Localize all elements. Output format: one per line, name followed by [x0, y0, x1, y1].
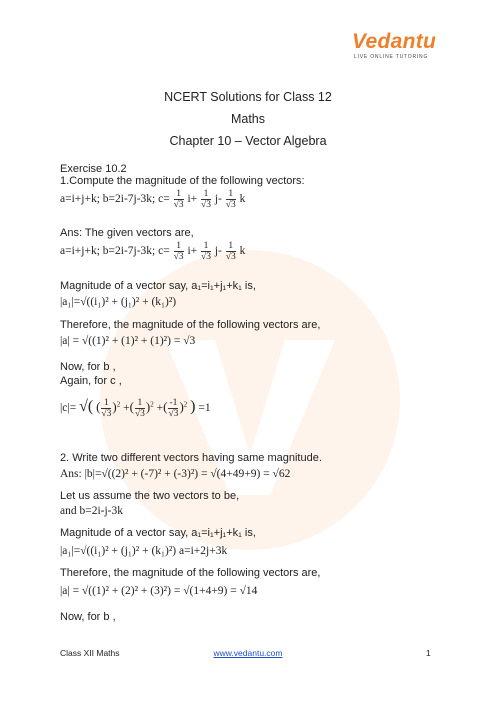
vector-b-def: and b=2i-j-3k	[60, 505, 124, 517]
footer-website-link[interactable]: www.vedantu.com	[213, 648, 283, 658]
fraction: $\frac{1}{√3}$	[201, 189, 211, 210]
fraction: $\frac{1}{√3}$	[201, 241, 211, 262]
page-number: 1	[426, 648, 431, 658]
assume-line: Let us assume the two vectors to be,	[60, 490, 240, 502]
now-for-b: Now, for b ,	[60, 361, 116, 373]
page-title: NCERT Solutions for Class 12	[164, 90, 332, 104]
fraction: $\frac{1}{√3}$	[225, 189, 236, 210]
vedantu-logo	[352, 30, 438, 64]
magnitude-a-2: |a| = √((1)² + (2)² + (3)²) = √(1+4+9) = √14	[60, 585, 258, 597]
vectors-given: a=i+j+k; b=2i-7j-3k; c= $\frac{1}{√3}$ i+ $\frac{1}{√3}$ j- $\frac{1}{√3}$ k	[60, 189, 246, 210]
magnitude-definition: Magnitude of a vector say, a₁=i₁+j₁+k₁ is,	[60, 280, 256, 292]
therefore-line: Therefore, the magnitude of the following vectors are,	[60, 319, 321, 331]
magnitude-a: |a| = √((1)² + (1)² + (1)²) = √3	[60, 335, 196, 347]
chapter-title: Chapter 10 – Vector Algebra	[169, 134, 327, 148]
magnitude-formula: |a₁|=√((i₁)² + (j₁)² + (k₁)²)	[60, 296, 177, 308]
therefore-line-2: Therefore, the magnitude of the following vectors are,	[60, 567, 321, 579]
question-2: 2. Write two different vectors having same magnitude.	[60, 452, 322, 464]
fraction: $\frac{1}{√3}$	[225, 241, 236, 262]
subject-title: Maths	[230, 112, 266, 126]
fraction: $\frac{1}{√3}$	[173, 241, 184, 262]
footer-class: Class XII Maths	[60, 648, 120, 658]
magnitude-c: |c|= √( ( $\frac{1}{√3}$ )$^2$ +( $\frac{1}{√3}$ )$^2$ +( $\frac{-1}{√3}$ )$^2$ ) =1	[60, 398, 211, 419]
vector-expr: a=i+j+k; b=2i-7j-3k; c=	[60, 193, 170, 206]
magnitude-definition-2: Magnitude of a vector say, a₁=i₁+j₁+k₁ is,	[60, 527, 256, 539]
fraction: $\frac{1}{√3}$	[173, 189, 184, 210]
fraction: $\frac{1}{√3}$	[101, 398, 112, 419]
exercise-heading: Exercise 10.2	[60, 163, 127, 175]
again-for-c: Again, for c ,	[60, 375, 122, 387]
now-for-b-2: Now, for b ,	[60, 611, 116, 623]
vectors-answer: a=i+j+k; b=2i-7j-3k; c= $\frac{1}{√3}$ i+ $\frac{1}{√3}$ j- $\frac{1}{√3}$ k	[60, 241, 246, 262]
logo-wordmark: Vedantu	[352, 30, 437, 53]
answer-intro: Ans: The given vectors are,	[60, 227, 194, 239]
fraction: $\frac{-1}{√3}$	[168, 398, 179, 419]
magnitude-formula-2: |a₁|=√((i₁)² + (j₁)² + (k₁)²) a=i+2j+3k	[60, 545, 228, 557]
fraction: $\frac{1}{√3}$	[134, 398, 145, 419]
question-1: 1.Compute the magnitude of the following vectors:	[60, 175, 305, 187]
logo-tagline: LIVE ONLINE TUTORING	[354, 54, 429, 60]
answer-b-magnitude: Ans: |b|=√((2)² + (-7)² + (-3)²) = √(4+49+9) = √62	[60, 468, 291, 480]
